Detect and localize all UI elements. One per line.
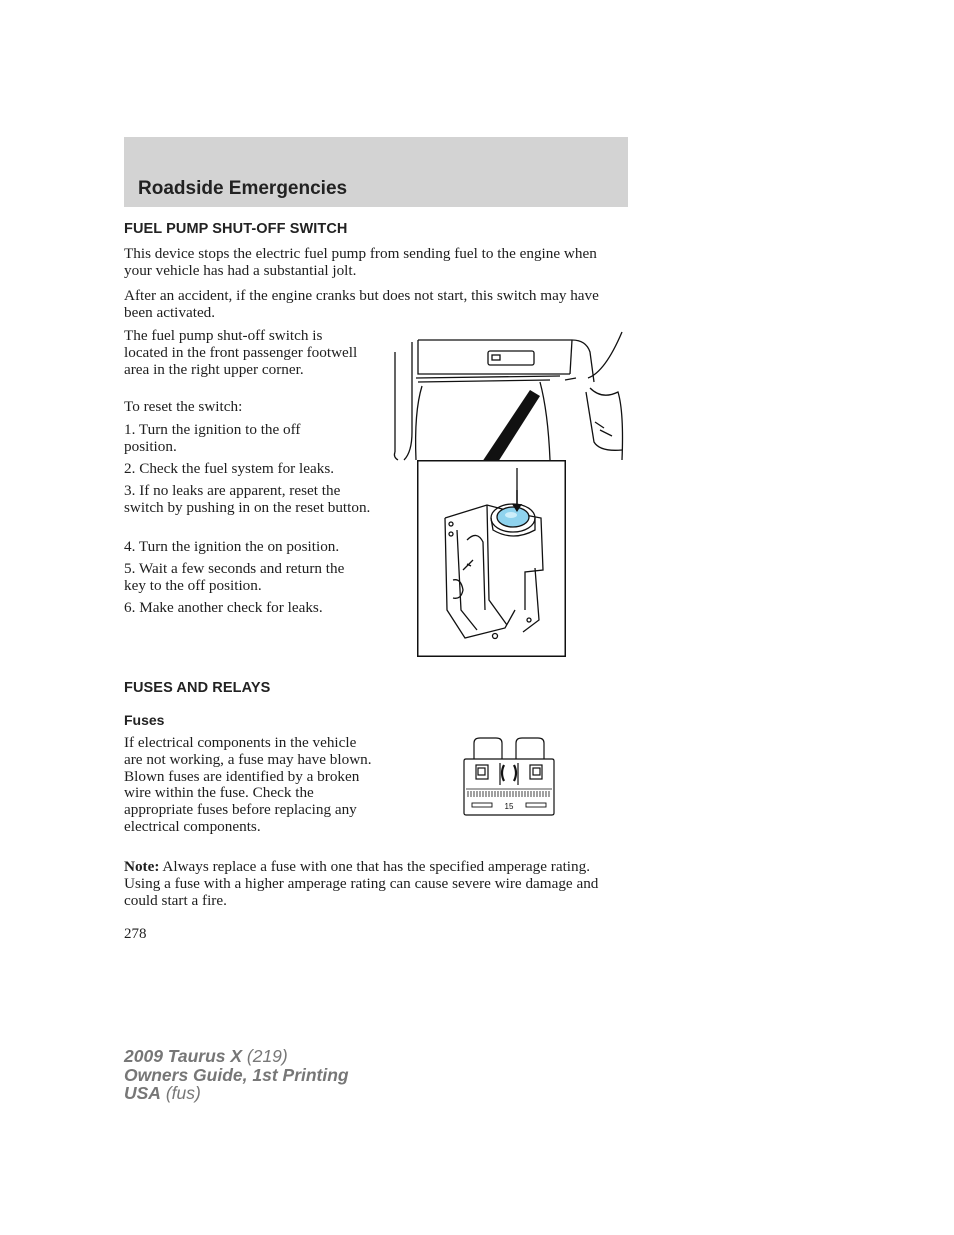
reset-step: 4. Turn the ignition the on position. bbox=[124, 538, 340, 555]
reset-intro: To reset the switch: bbox=[124, 398, 243, 415]
page-number: 278 bbox=[124, 926, 147, 942]
footwell-illustration bbox=[390, 332, 626, 462]
fuse-note bbox=[124, 859, 628, 909]
reset-step: 1. Turn the ignition to the off position. bbox=[124, 421, 301, 455]
reset-step: 2. Check the fuel system for leaks. bbox=[124, 460, 335, 477]
note-label: Note: bbox=[124, 858, 160, 875]
footer-model-code: (219) bbox=[242, 1046, 288, 1066]
reset-step: 6. Make another check for leaks. bbox=[124, 599, 323, 616]
footer-model: 2009 Taurus X bbox=[124, 1046, 243, 1066]
fuel-pump-switch-illustration bbox=[417, 460, 566, 657]
reset-step: 5. Wait a few seconds and return the key to the off position. bbox=[124, 560, 345, 594]
reset-step: 3. If no leaks are apparent, reset the switch by pushing in on the reset button. bbox=[124, 482, 371, 516]
fuses-body: If electrical components in the vehicle are not working, a fuse may have blown. Blown fuses are identified by a broken wire within the fuse. Check the appropriate fuses before replacing any electrical components. bbox=[124, 734, 372, 835]
fuel-pump-intro-1: This device stops the electric fuel pump from sending fuel to the engine when your vehicle has had a substantial jolt. bbox=[124, 245, 597, 279]
fuel-pump-heading: FUEL PUMP SHUT-OFF SWITCH bbox=[124, 221, 348, 237]
footer-line-1 bbox=[124, 1047, 349, 1066]
fuel-pump-intro-2: After an accident, if the engine cranks but does not start, this switch may have been activated. bbox=[124, 287, 599, 321]
footer-line-2: Owners Guide, 1st Printing bbox=[124, 1064, 349, 1085]
fuse-amperage-label: 15 bbox=[504, 802, 514, 811]
note-text: Always replace a fuse with one that has the specified amperage rating. Using a fuse with a higher amperage rating can cause severe wire damage and could start a fire. bbox=[124, 858, 599, 909]
footer-line-3 bbox=[124, 1084, 349, 1103]
fuse-illustration bbox=[462, 737, 556, 817]
fuses-subheading: Fuses bbox=[124, 712, 165, 728]
document-footer bbox=[124, 1047, 349, 1103]
footer-market-code: (fus) bbox=[160, 1083, 201, 1103]
fuel-pump-location: The fuel pump shut-off switch is located in the front passenger footwell area in the right upper corner. bbox=[124, 327, 358, 378]
fuses-relays-heading: FUSES AND RELAYS bbox=[124, 680, 271, 696]
footer-market: USA bbox=[124, 1083, 161, 1103]
section-title: Roadside Emergencies bbox=[138, 178, 348, 199]
section-header-band bbox=[124, 137, 628, 207]
